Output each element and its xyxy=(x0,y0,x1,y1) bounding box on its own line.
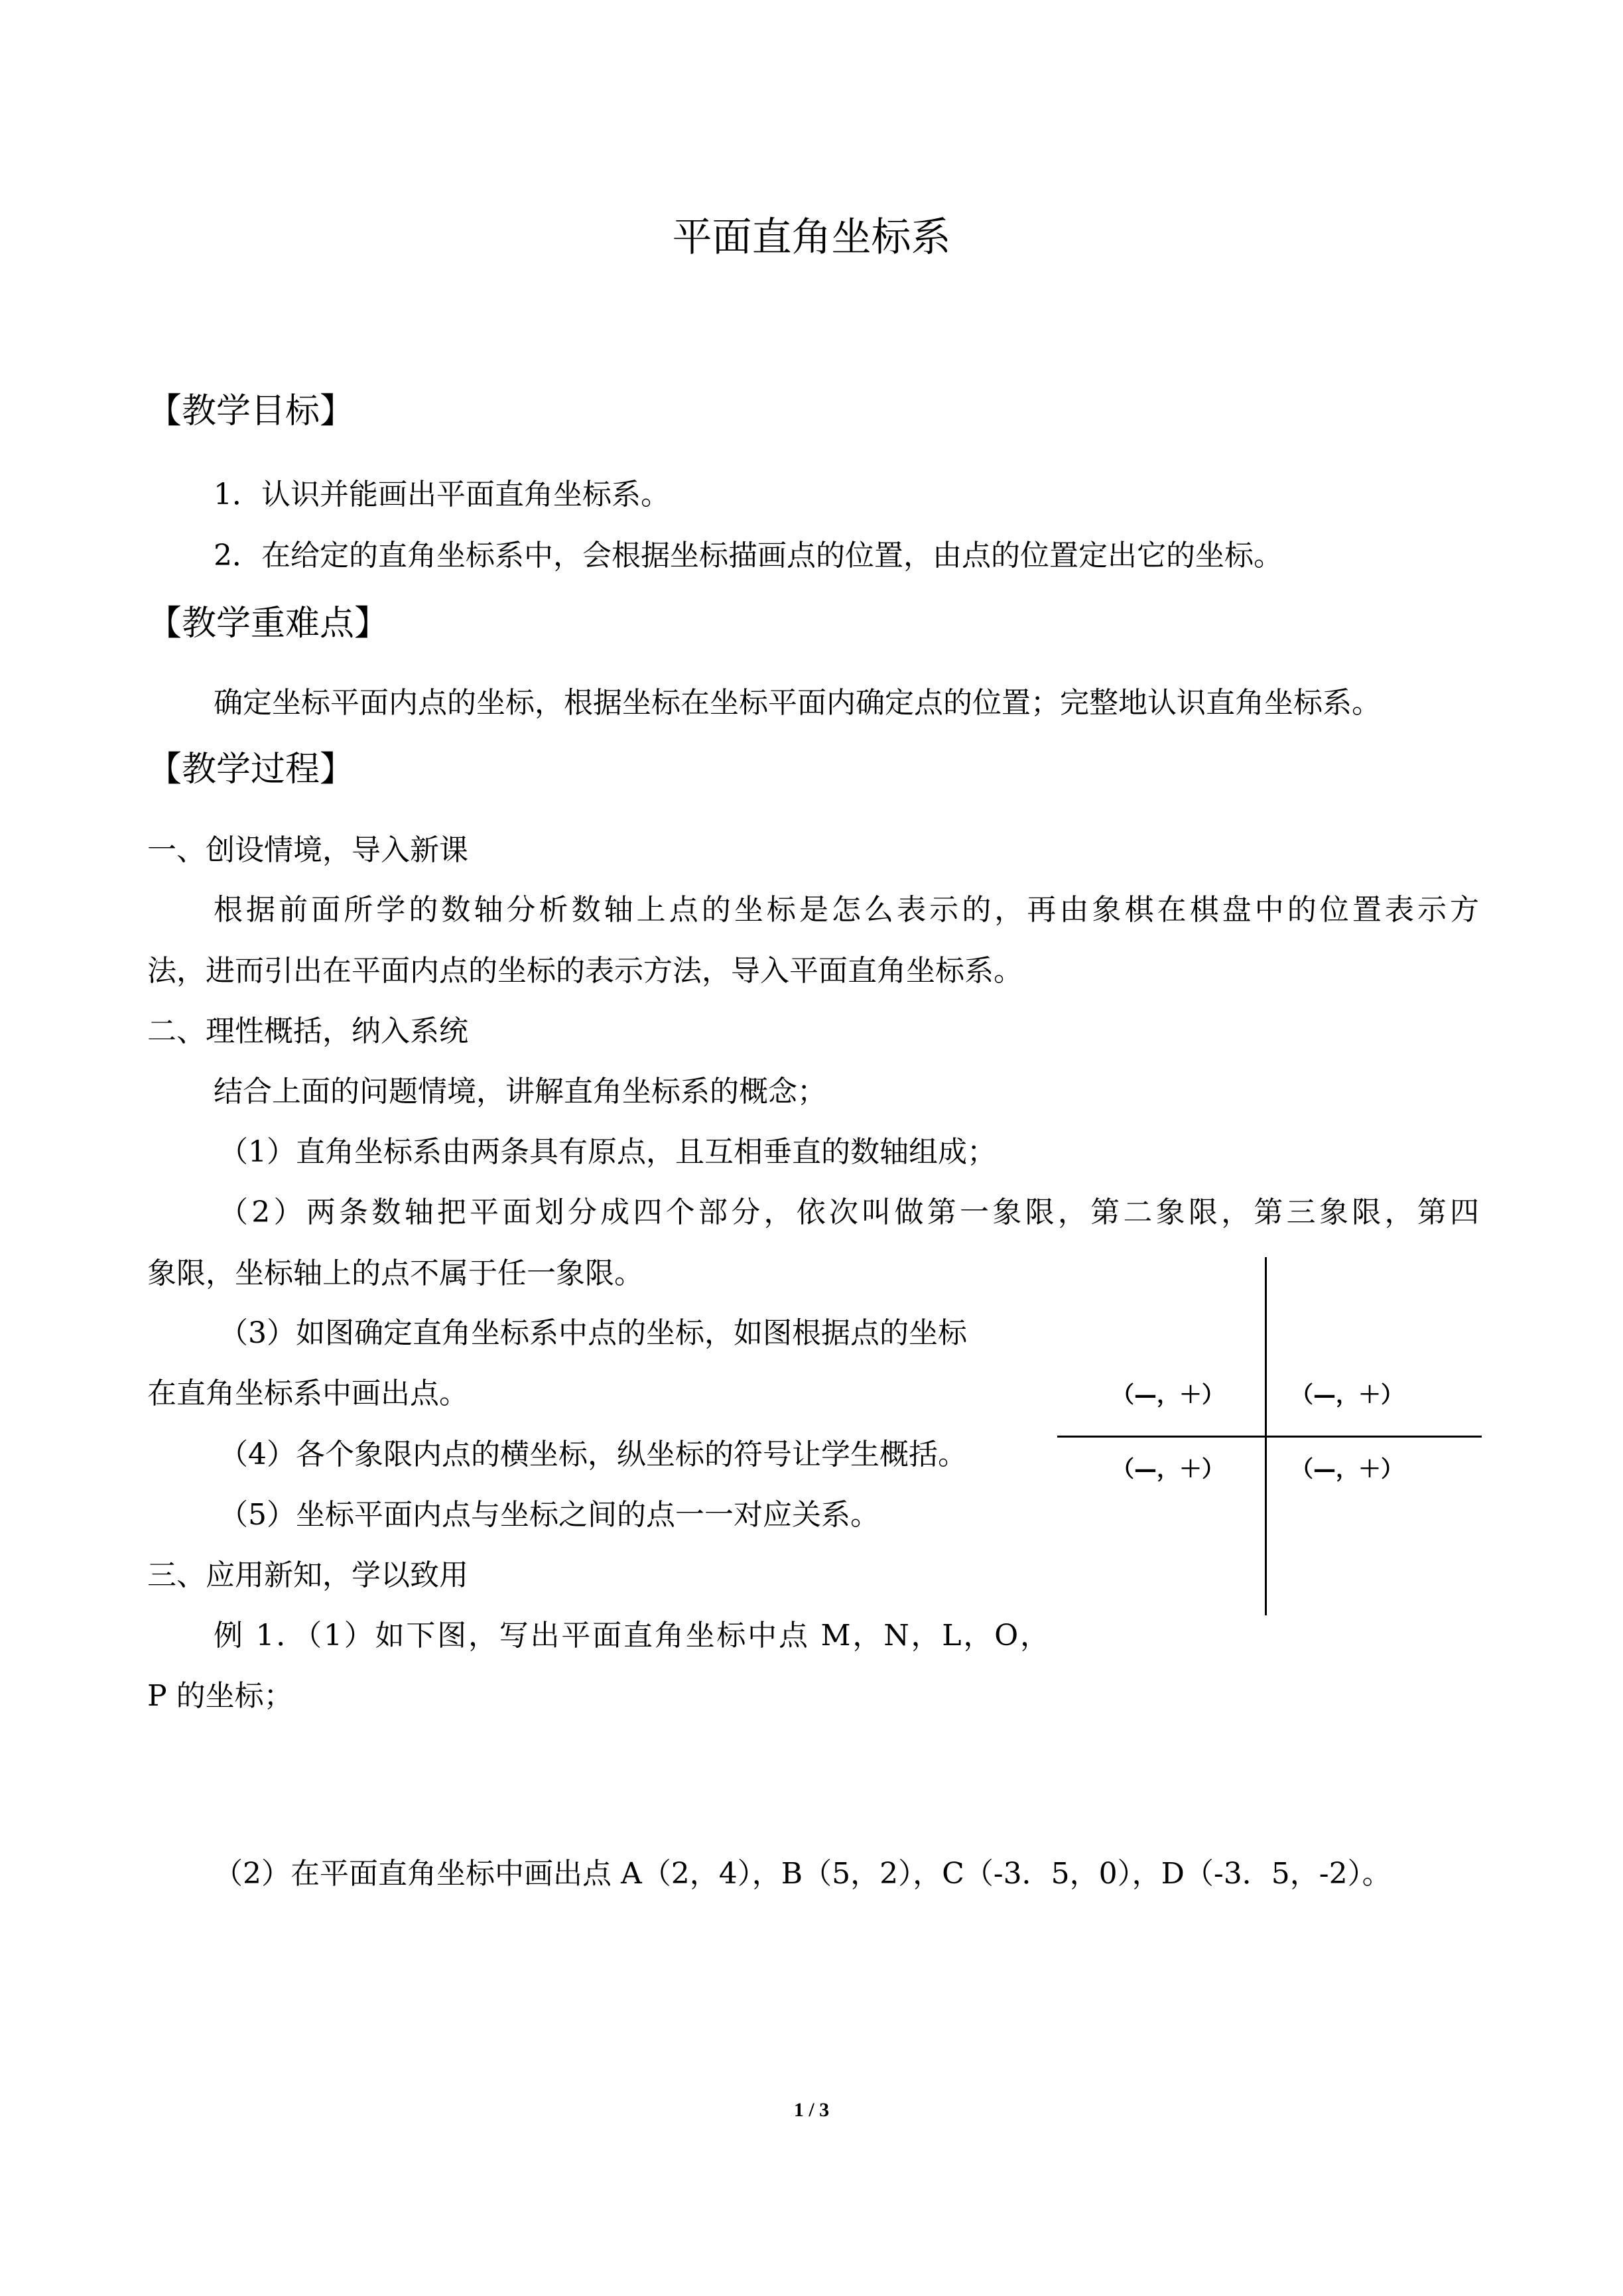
goal-item-1: 1．认识并能画出平面直角坐标系。 xyxy=(214,478,670,511)
part1-paragraph-line1: 根据前面所学的数轴分析数轴上点的坐标是怎么表示的，再由象棋在棋盘中的位置表示方 xyxy=(214,893,1479,927)
section-heading-goals: 【教学目标】 xyxy=(147,391,355,431)
quadrant-label-bottom-right: （—，＋） xyxy=(1291,1456,1403,1483)
part2-item-2-line1: （2）两条数轴把平面划分成四个部分，依次叫做第一象限，第二象限，第三象限，第四 xyxy=(219,1195,1479,1229)
goal-item-2: 2．在给定的直角坐标系中，会根据坐标描画点的位置，由点的位置定出它的坐标。 xyxy=(214,539,1283,573)
example1-line2: P 的坐标； xyxy=(147,1679,293,1713)
quadrant-label-bottom-left: （—，＋） xyxy=(1112,1456,1224,1483)
quadrant-label-top-right: （—，＋） xyxy=(1291,1382,1403,1408)
quadrant-sign-figure xyxy=(1057,1257,1482,1615)
part2-item-4: （4）各个象限内点的横坐标，纵坐标的符号让学生概括。 xyxy=(219,1438,967,1471)
page-title: 平面直角坐标系 xyxy=(672,214,951,261)
part3-title: 三、应用新知，学以致用 xyxy=(147,1558,468,1592)
x-axis-line xyxy=(1057,1436,1482,1438)
part2-item-1: （1）直角坐标系由两条具有原点，且互相垂直的数轴组成； xyxy=(219,1135,996,1169)
part2-item-3-line1: （3）如图确定直角坐标系中点的坐标，如图根据点的坐标 xyxy=(219,1316,967,1350)
part2-item-3-line2: 在直角坐标系中画出点。 xyxy=(147,1377,468,1410)
part2-title: 二、理性概括，纳入系统 xyxy=(147,1014,468,1048)
key-points-text: 确定坐标平面内点的坐标，根据坐标在坐标平面内确定点的位置；完整地认识直角坐标系。 xyxy=(214,686,1381,720)
section-heading-key: 【教学重难点】 xyxy=(147,604,389,643)
part2-item-2-line2: 象限，坐标轴上的点不属于任一象限。 xyxy=(147,1256,643,1290)
part2-intro: 结合上面的问题情境，讲解直角坐标系的概念； xyxy=(214,1075,826,1109)
part1-title: 一、创设情境，导入新课 xyxy=(147,833,468,867)
example1-part2: （2）在平面直角坐标中画出点 A（2，4），B（5，2），C（-3．5，0），D（-3．5，-2）。 xyxy=(214,1857,1392,1891)
page-number: 1 / 3 xyxy=(793,2099,830,2121)
section-heading-process: 【教学过程】 xyxy=(147,750,355,789)
quadrant-label-top-left: （—，＋） xyxy=(1112,1382,1224,1408)
part1-paragraph-line2: 法，进而引出在平面内点的坐标的表示方法，导入平面直角坐标系。 xyxy=(147,954,1023,988)
part2-item-5: （5）坐标平面内点与坐标之间的点一一对应关系。 xyxy=(219,1498,879,1532)
example1-line1: 例 1．（1）如下图，写出平面直角坐标中点 M，N，L，O， xyxy=(214,1619,1049,1653)
